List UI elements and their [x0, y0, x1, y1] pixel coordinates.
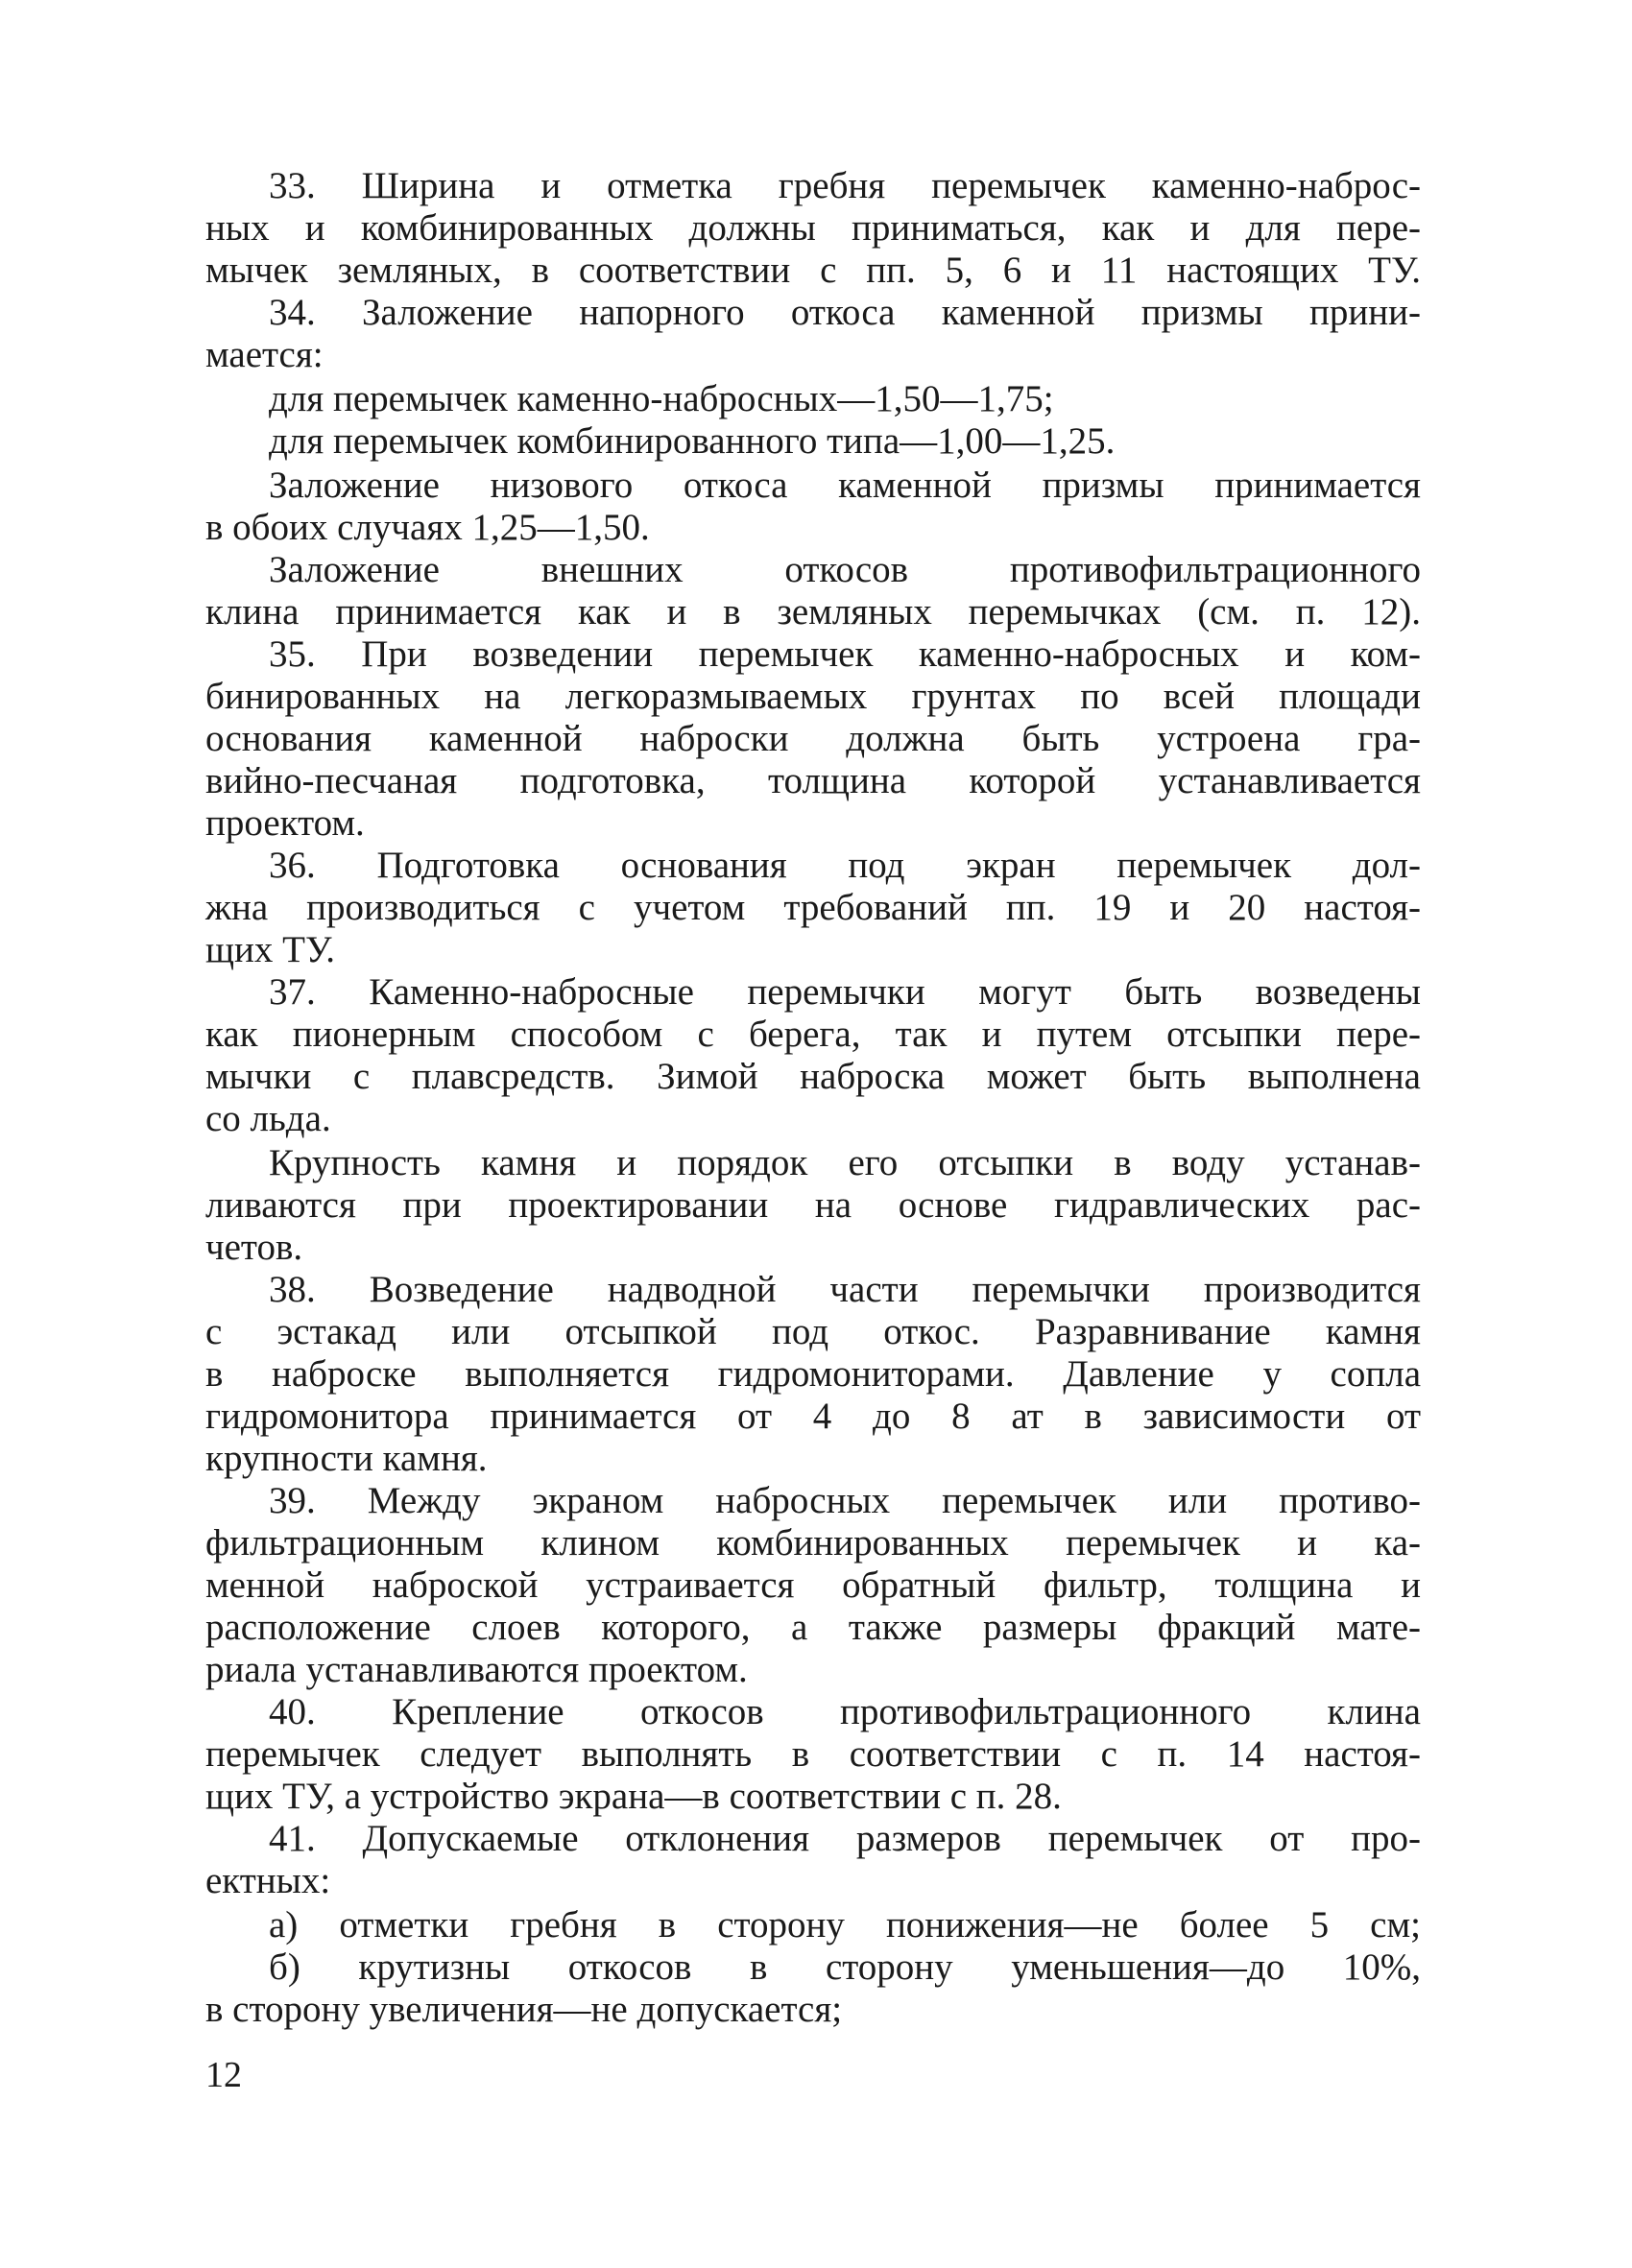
text-line: 34. Заложение напорного откоса каменной призмы прини- [269, 292, 1421, 333]
text-line: ных и комбинированных должны приниматься, как и для пере- [205, 207, 1421, 249]
text-line: мычек земляных, в соответствии с пп. 5, 6 и 11 настоящих ТУ. [205, 250, 1421, 291]
text-line: крупности камня. [205, 1438, 488, 1479]
text-line: 37. Каменно-набросные перемычки могут быть возведены [269, 971, 1421, 1013]
text-line: менной наброской устраивается обратный фильтр, толщина и [205, 1564, 1421, 1606]
text-line: в обоих случаях 1,25—1,50. [205, 507, 650, 548]
text-line: со льда. [205, 1098, 331, 1139]
text-line: перемычек следует выполнять в соответствии с п. 14 настоя- [205, 1733, 1421, 1775]
text-line: мается: [205, 334, 324, 375]
text-line: для перемычек каменно-набросных—1,50—1,75; [269, 378, 1054, 419]
text-line: расположение слоев которого, а также размеры фракций мате- [205, 1607, 1421, 1648]
text-line: жна производиться с учетом требований пп. 19 и 20 настоя- [205, 887, 1421, 928]
text-line: проектом. [205, 802, 365, 844]
text-line: для перемычек комбинированного типа—1,00—1,25. [269, 420, 1116, 462]
text-line: фильтрационным клином комбинированных перемычек и ка- [205, 1522, 1421, 1564]
text-line: как пионерным способом с берега, так и путем отсыпки пере- [205, 1014, 1421, 1055]
text-line: четов. [205, 1227, 303, 1268]
text-line: 33. Ширина и отметка гребня перемычек каменно-наброс- [269, 165, 1421, 206]
text-line: клина принимается как и в земляных перемычках (см. п. 12). [205, 591, 1421, 633]
text-line: 36. Подготовка основания под экран перемычек дол- [269, 845, 1421, 886]
text-line: 40. Крепление откосов противофильтрационного клина [269, 1691, 1421, 1732]
text-line: а) отметки гребня в сторону понижения—не более 5 см; [269, 1904, 1421, 1946]
page-number: 12 [205, 2055, 242, 2095]
text-line: щих ТУ. [205, 929, 335, 970]
text-line: в наброске выполняется гидромониторами. Давление у сопла [205, 1353, 1421, 1395]
text-line: 39. Между экраном набросных перемычек или противо- [269, 1480, 1421, 1521]
text-line: б) крутизны откосов в сторону уменьшения—до 10%, [269, 1946, 1421, 1988]
text-line: ектных: [205, 1860, 331, 1901]
text-line: 38. Возведение надводной части перемычки производится [269, 1269, 1421, 1310]
text-line: ливаются при проектировании на основе гидравлических рас- [205, 1184, 1421, 1226]
text-line: 41. Допускаемые отклонения размеров перемычек от про- [269, 1818, 1421, 1859]
text-line: щих ТУ, а устройство экрана—в соответствии с п. 28. [205, 1776, 1062, 1817]
text-line: мычки с плавсредств. Зимой наброска может быть выполнена [205, 1056, 1421, 1097]
text-line: вийно-песчаная подготовка, толщина которой устанавливается [205, 760, 1421, 801]
text-line: бинированных на легкоразмываемых грунтах по всей площади [205, 676, 1421, 717]
text-line: гидромонитора принимается от 4 до 8 ат в зависимости от [205, 1396, 1421, 1437]
text-line: Крупность камня и порядок его отсыпки в воду устанав- [269, 1142, 1421, 1183]
text-line: Заложение низового откоса каменной призмы принимается [269, 465, 1421, 506]
text-line: Заложение внешних откосов противофильтрационного [269, 549, 1421, 590]
text-line: 35. При возведении перемычек каменно-набросных и ком- [269, 633, 1421, 675]
text-line: основания каменной наброски должна быть устроена гра- [205, 718, 1421, 759]
text-line: с эстакад или отсыпкой под откос. Разравнивание камня [205, 1311, 1421, 1352]
text-line: риала устанавливаются проектом. [205, 1649, 748, 1690]
text-line: в сторону увеличения—не допускается; [205, 1989, 843, 2030]
